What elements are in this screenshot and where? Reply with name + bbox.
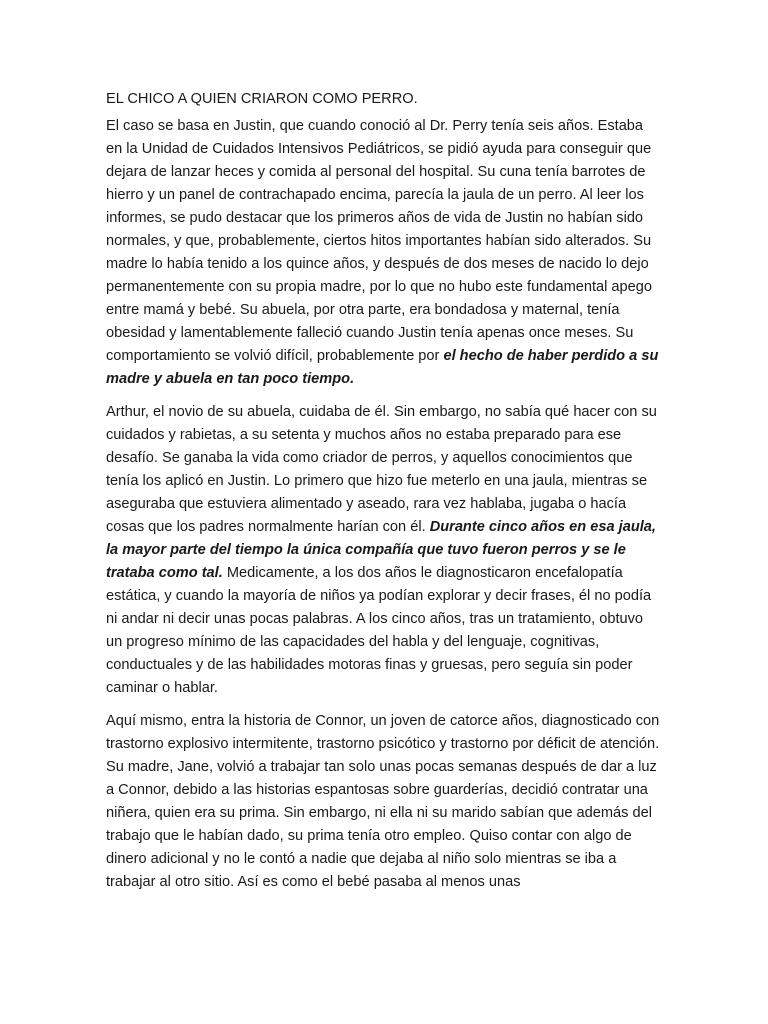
document-body [106,88,660,904]
paragraph-text-after: Medicamente, a los dos años le diagnosticaron encefalopatía estática, y cuando la mayoría de niños ya podían explorar y decir frases, él no podía ni andar ni decir unas pocas palabras. A los cinco años, tras un tratamiento, obtuvo un progreso mínimo de las capacidades del habla y del lenguaje, cognitivas, conductuales y de las habilidades motoras finas y gruesas, pero seguía sin poder caminar o hablar. [106,565,652,696]
paragraph-text: El caso se basa en Justin, que cuando conoció al Dr. Perry tenía seis años. Estaba en la Unidad de Cuidados Intensivos Pediátricos, se pidió ayuda para conseguir que dejara de lanzar heces y comida al personal del hospital. Su cuna tenía barrotes de hierro y un panel de contrachapado encima, parecía la jaula de un perro. Al leer los informes, se pudo destacar que los primeros años de vida de Justin no habían sido normales, y que, probablemente, ciertos hitos importantes habían sido alterados. Su madre lo había tenido a los quince años, y después de dos meses de nacido lo dejo permanentemente con su propia madre, por lo que no hubo este fundamental apego entre mamá y bebé. Su abuela, por otra parte, era bondadosa y maternal, tenía obesidad y lamentablemente falleció cuando Justin tenía apenas once meses. Su comportamiento se volvió difícil, probablemente por [106,118,653,364]
paragraph-emphasis: el hecho de haber perdido a su madre y abuela en tan poco tiempo. [106,348,659,387]
paragraph-emphasis: Durante cinco años en esa jaula, la mayor parte del tiempo la única compañía que tuvo fueron perros y se le trataba como tal. [106,519,656,581]
document-title: EL CHICO A QUIEN CRIARON COMO PERRO. [106,91,418,107]
paragraph-justin-intro [106,115,660,391]
paragraph-text: Aquí mismo, entra la historia de Connor, un joven de catorce años, diagnosticado con trastorno explosivo intermitente, trastorno psicótico y trastorno por déficit de atención. Su madre, Jane, volvió a trabajar tan solo unas pocas semanas después de dar a luz a Connor, debido a las historias espantosas sobre guarderías, decidió contratar una niñera, quien era su prima. Sin embargo, ni ella ni su marido sabían que además del trabajo que le habían dado, su prima tenía otro empleo. Quiso contar con algo de dinero adicional y no le contó a nadie que dejaba al niño solo mientras se iba a trabajar al otro sitio. Así es como el bebé pasaba al menos unas [106,713,660,890]
paragraph-text: Arthur, el novio de su abuela, cuidaba de él. Sin embargo, no sabía qué hacer con su cuidados y rabietas, a su setenta y muchos años no estaba preparado para ese desafío. Se ganaba la vida como criador de perros, y aquellos conocimientos que tenía los aplicó en Justin. Lo primero que hizo fue meterlo en una jaula, mientras se aseguraba que estuviera alimentado y aseado, rara vez hablaba, jugaba o hacía cosas que los padres normalmente harían con él. [106,404,657,535]
paragraph-connor [106,710,660,894]
paragraph-arthur [106,401,660,700]
